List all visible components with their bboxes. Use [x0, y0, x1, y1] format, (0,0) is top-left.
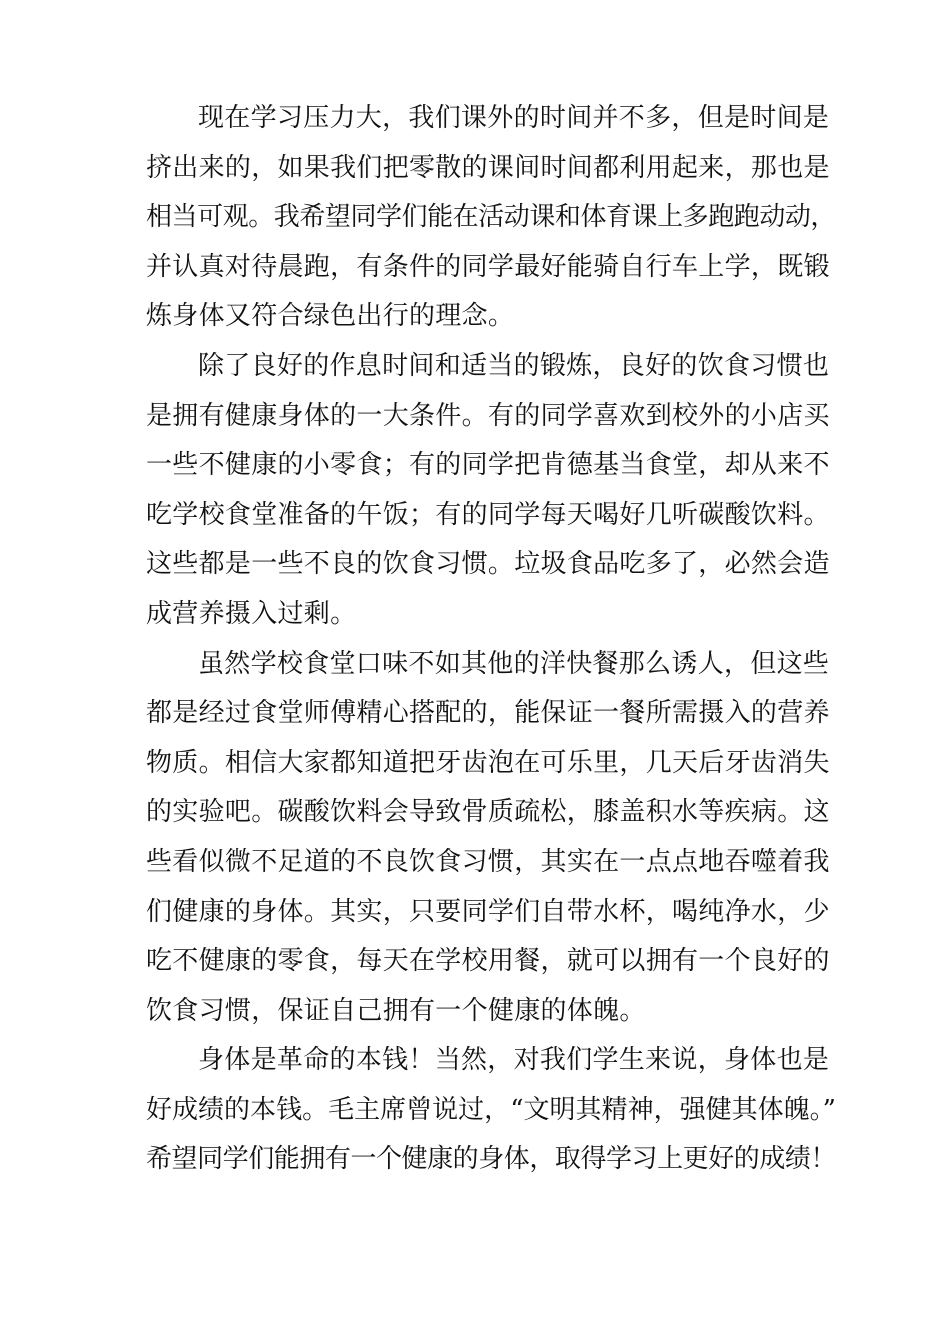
- paragraph-2-line-1: 除了良好的作息时间和适当的锻炼，良好的饮食习惯也: [198, 350, 830, 381]
- paragraph-2-line-3: 一些不健康的小零食；有的同学把肯德基当食堂，却从来不: [146, 450, 830, 481]
- paragraph-3-line-7: 吃不健康的零食，每天在学校用餐，就可以拥有一个良好的: [146, 946, 830, 977]
- paragraph-3-line-1: 虽然学校食堂口味不如其他的洋快餐那么诱人，但这些: [198, 648, 830, 679]
- document-body: [146, 94, 836, 1185]
- paragraph-1-line-1: 现在学习压力大，我们课外的时间并不多，但是时间是: [198, 103, 830, 133]
- paragraph-4-line-2: 好成绩的本钱。毛主席曾说过，“文明其精神，强健其体魄。”: [146, 1094, 836, 1125]
- paragraph-2-line-4: 吃学校食堂准备的午饭；有的同学每天喝好几听碳酸饮料。: [146, 499, 830, 530]
- paragraph-3-line-4: 的实验吧。碳酸饮料会导致骨质疏松，膝盖积水等疾病。这: [146, 797, 830, 828]
- paragraph-2-line-6: 成营养摄入过剩。: [146, 598, 357, 629]
- paragraph-1-line-4: 并认真对待晨跑，有条件的同学最好能骑自行车上学，既锻: [146, 251, 830, 282]
- paragraph-1-line-3: 相当可观。我希望同学们能在活动课和体育课上多跑跑动动，: [146, 202, 836, 233]
- paragraph-3-line-5: 些看似微不足道的不良饮食习惯，其实在一点点地吞噬着我: [146, 846, 830, 877]
- paragraph-4-line-3: 希望同学们能拥有一个健康的身体，取得学习上更好的成绩！: [146, 1144, 836, 1175]
- paragraph-3-line-3: 物质。相信大家都知道把牙齿泡在可乐里，几天后牙齿消失: [146, 747, 830, 778]
- paragraph-4-line-1: 身体是革命的本钱！当然，对我们学生来说，身体也是: [198, 1045, 830, 1076]
- paragraph-1-line-5: 炼身体又符合绿色出行的理念。: [146, 301, 515, 332]
- paragraph-3-line-6: 们健康的身体。其实，只要同学们自带水杯，喝纯净水，少: [146, 896, 830, 927]
- paragraph-3-line-8: 饮食习惯，保证自己拥有一个健康的体魄。: [146, 995, 646, 1026]
- paragraph-3-line-2: 都是经过食堂师傅精心搭配的，能保证一餐所需摄入的营养: [146, 698, 830, 729]
- paragraph-1-line-2: 挤出来的，如果我们把零散的课间时间都利用起来，那也是: [146, 152, 830, 183]
- paragraph-2-line-2: 是拥有健康身体的一大条件。有的同学喜欢到校外的小店买: [146, 400, 830, 431]
- paragraph-2-line-5: 这些都是一些不良的饮食习惯。垃圾食品吃多了，必然会造: [146, 549, 830, 580]
